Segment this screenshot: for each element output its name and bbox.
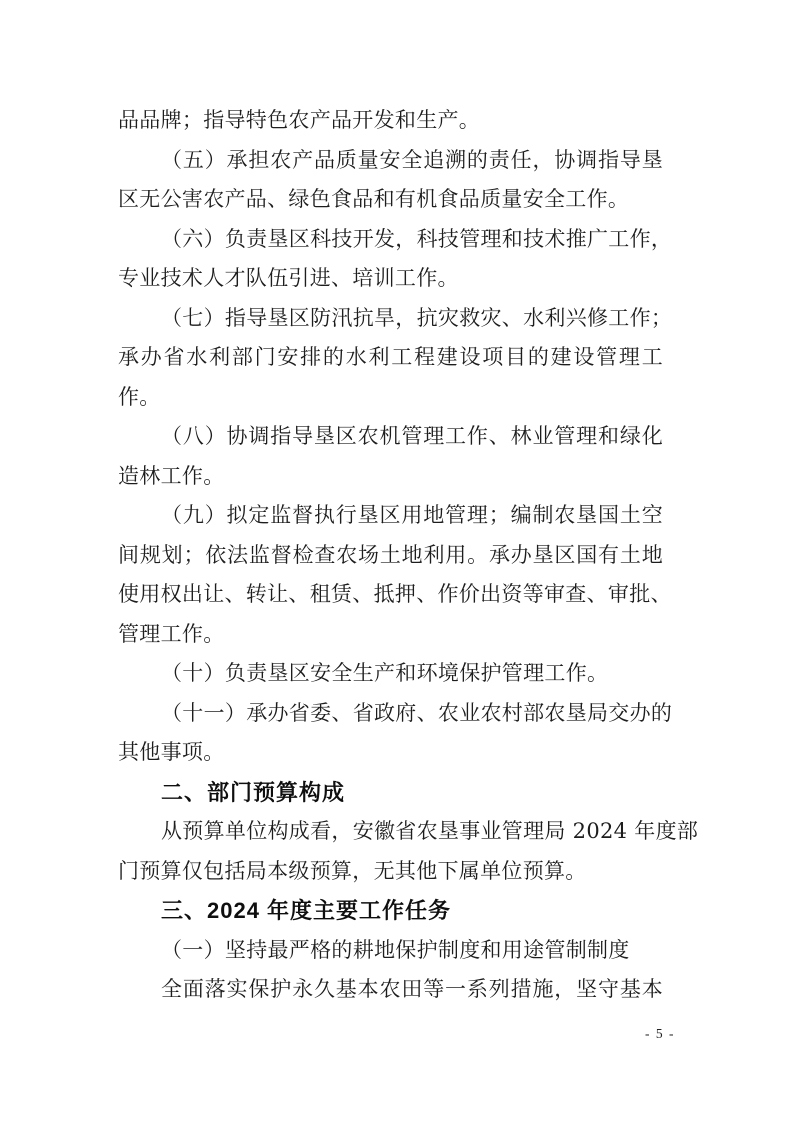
- page-number: - 5 -: [645, 1026, 675, 1041]
- section-heading-2024-tasks: 三、2024 年度主要工作任务: [161, 898, 452, 923]
- text-line: 专业技术人才队伍引进、培训工作。: [118, 266, 459, 290]
- text-line: 管理工作。: [118, 621, 225, 646]
- text-line: （七）指导垦区防汛抗旱，抗灾救灾、水利兴修工作；: [161, 305, 673, 330]
- text-line: 区无公害农产品、绿色食品和有机食品质量安全工作。: [118, 187, 630, 211]
- text-line: 造林工作。: [118, 463, 225, 488]
- section-heading-budget-composition: 二、部门预算构成: [161, 779, 346, 805]
- text-line: 使用权出让、转让、租赁、抵押、作价出资等审查、审批、: [118, 582, 672, 606]
- text-line: （九）拟定监督执行垦区用地管理；编制农垦国土空: [161, 503, 663, 527]
- text-line: 其他事项。: [118, 740, 225, 764]
- text-line: （八）协调指导垦区农机管理工作、林业管理和绿化: [161, 424, 663, 448]
- text-line: 作。: [118, 384, 161, 409]
- text-line: 间规划；依法监督检查农场土地利用。承办垦区国有土地: [118, 542, 663, 567]
- text-line: （六）负责垦区科技开发，科技管理和技术推广工作，: [161, 226, 673, 251]
- text-line: 全面落实保护永久基本农田等一系列措施，坚守基本: [161, 977, 663, 1001]
- text-line: 承办省水利部门安排的水利工程建设项目的建设管理工: [118, 345, 663, 369]
- text-line: （一）坚持最严格的耕地保护制度和用途管制制度: [161, 937, 630, 962]
- text-line: （十一）承办省委、省政府、农业农村部农垦局交办的: [161, 700, 673, 725]
- text-line: 门预算仅包括局本级预算，无其他下属单位预算。: [118, 858, 587, 883]
- document-body: [118, 101, 699, 1010]
- text-line: （十）负责垦区安全生产和环境保护管理工作。: [161, 661, 609, 685]
- text-line: 品品牌；指导特色农产品开发和生产。: [118, 108, 481, 132]
- text-line: 从预算单位构成看，安徽省农垦事业管理局 2024 年度部: [161, 819, 699, 843]
- text-line: （五）承担农产品质量安全追溯的责任，协调指导垦: [161, 147, 663, 172]
